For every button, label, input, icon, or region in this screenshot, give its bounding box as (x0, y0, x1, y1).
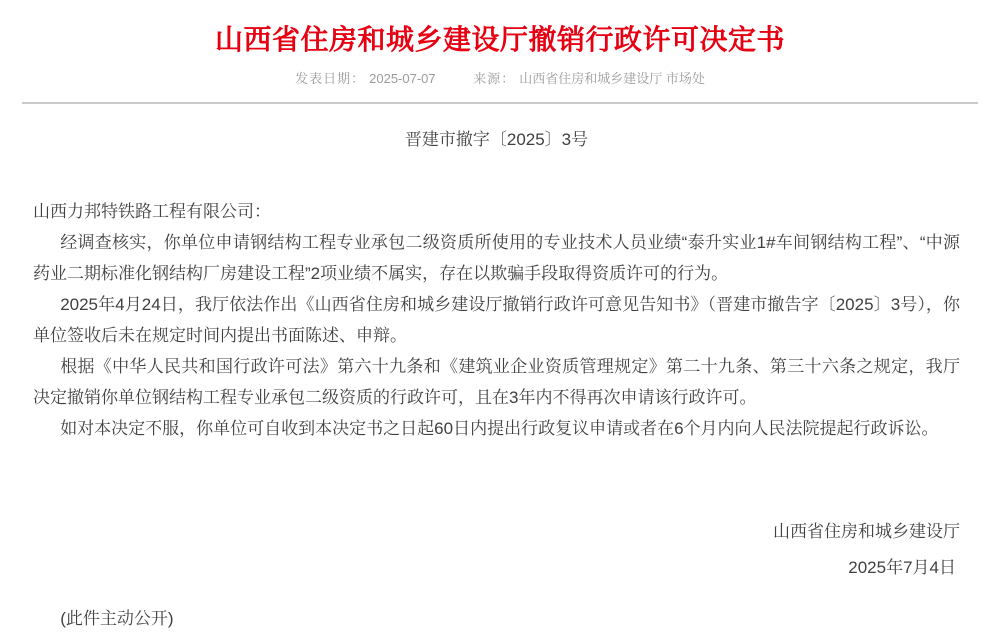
publish-date (295, 70, 436, 88)
publish-date-label: 发表日期： (295, 71, 366, 86)
signature-date: 2025年7月4日 (848, 558, 956, 577)
publish-date-value: 2025-07-07 (369, 71, 436, 86)
signature-block (33, 514, 960, 586)
page-title: 山西省住房和城乡建设厅撤销行政许可决定书 (214, 24, 785, 55)
paragraph-1: 经调查核实，你单位申请钢结构工程专业承包二级资质所使用的专业技术人员业绩“泰升实业1#车间钢结构工程”、“中源药业二期标准化钢结构厂房建设工程”2项业绩不属实，存在以欺骗手段取得资质许可的行为。 (33, 233, 960, 283)
header-divider (22, 102, 978, 104)
disclosure-note: (此件主动公开) (60, 609, 174, 628)
article-meta (0, 70, 1000, 88)
doc-number: 晋建市撤字〔2025〕3号 (404, 130, 589, 149)
paragraph-4: 如对本决定不服，你单位可自收到本决定书之日起60日内提出行政复议申请或者在6个月内向人民法院提起行政诉讼。 (60, 419, 939, 438)
article-header (0, 0, 1000, 88)
source-value: 山西省住房和城乡建设厅 市场处 (519, 71, 705, 86)
signature-org: 山西省住房和城乡建设厅 (773, 522, 960, 541)
document-body (0, 128, 1000, 634)
source-label: 来源： (473, 71, 516, 86)
source (473, 70, 705, 88)
paragraph-3: 根据《中华人民共和国行政许可法》第六十九条和《建筑业企业资质管理规定》第二十九条、第三十六条之规定，我厅决定撤销你单位钢结构工程专业承包二级资质的行政许可，且在3年内不得再次申请该行政许可。 (33, 357, 960, 407)
paragraph-2: 2025年4月24日，我厅依法作出《山西省住房和城乡建设厅撤销行政许可意见告知书》（晋建市撤告字〔2025〕3号），你单位签收后未在规定时间内提出书面陈述、申辩。 (33, 295, 960, 345)
addressee: 山西力邦特铁路工程有限公司： (33, 202, 271, 221)
